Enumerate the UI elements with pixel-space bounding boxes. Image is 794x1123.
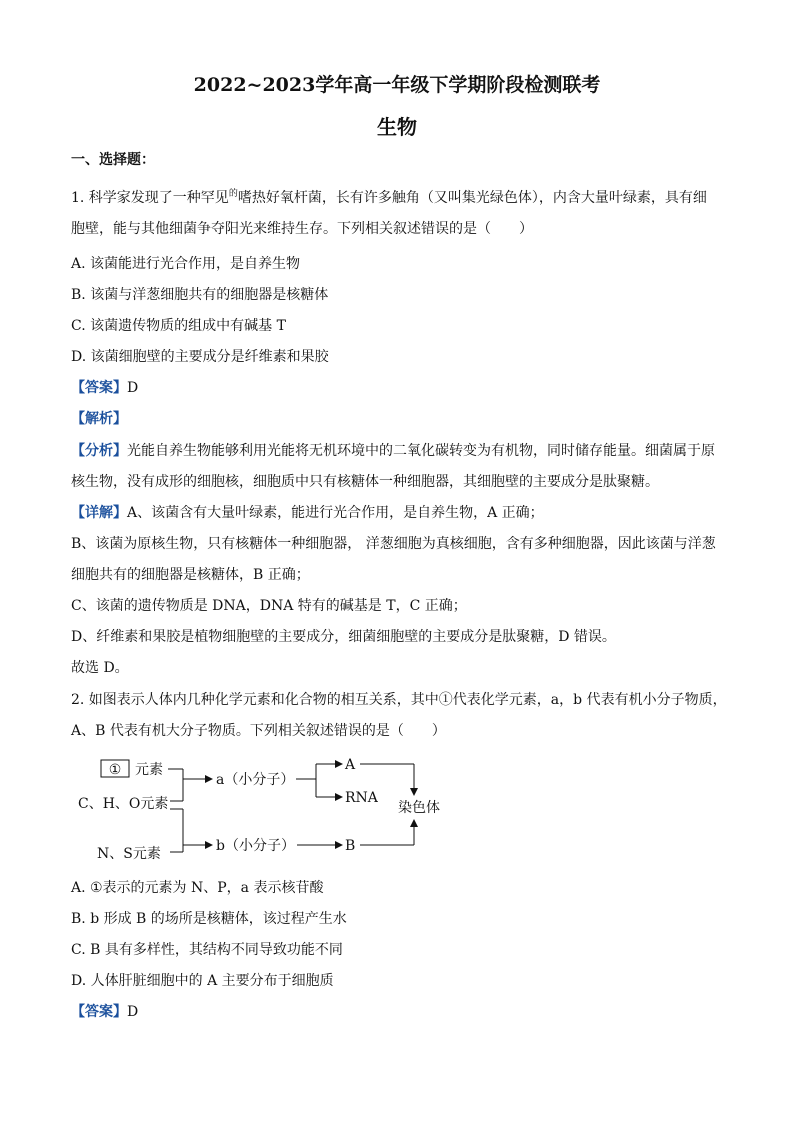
q2-option-b: B. b 形成 B 的场所是核糖体，该过程产生水 <box>71 911 347 927</box>
chno-label: C、H、O元素 <box>78 796 169 812</box>
q2-option-a: A. ①表示的元素为 N、P，a 表示核苷酸 <box>71 880 324 896</box>
q1-stem-superscript: 的 <box>228 189 238 199</box>
node-A: A <box>345 757 356 773</box>
q2-stem-line1: 2. 如图表示人体内几种化学元素和化合物的相互关系，其中①代表化学元素，a，b 代表有机小分子物质， <box>71 692 727 708</box>
q1-stem-text-b: 嗜热好氧杆菌，长有许多触角（又叫集光绿色体），内含大量叶绿素，具有细 <box>237 190 707 206</box>
q1-conclusion: 故选 D。 <box>71 660 129 676</box>
element-box-label: ① <box>108 762 122 778</box>
document-title: 2022~2023学年高一年级下学期阶段检测联考 <box>193 74 601 96</box>
q1-xiangjie-line2: B、该菌为原核生物，只有核糖体一种细胞器， 洋葱细胞为真核细胞，含有多种细胞器，因此该菌与洋葱 <box>71 536 716 552</box>
q1-xiangjie-line3: 细胞共有的细胞器是核糖体，B 正确； <box>71 567 310 583</box>
answer-label: 【答案】 <box>71 1004 127 1020</box>
answer-value: D <box>127 380 139 396</box>
section-heading: 一、选择题： <box>71 152 155 168</box>
b-small-molecule: b（小分子） <box>216 838 295 854</box>
q1-option-d: D. 该菌细胞壁的主要成分是纤维素和果胶 <box>71 349 329 365</box>
q1-xiangjie-line4: C、该菌的遗传物质是 DNA，DNA 特有的碱基是 T，C 正确； <box>71 598 467 614</box>
answer-label: 【答案】 <box>71 380 127 396</box>
xiangjie-label: 【详解】 <box>71 505 127 521</box>
q1-option-a: A. 该菌能进行光合作用，是自养生物 <box>71 256 301 272</box>
element-label: 元素 <box>135 762 163 778</box>
subject-title: 生物 <box>377 115 417 139</box>
answer-value: D <box>127 1004 139 1020</box>
xiangjie-text: A、该菌含有大量叶绿素，能进行光合作用，是自养生物，A 正确； <box>127 505 544 521</box>
q1-fenxi-line2: 核生物，没有成形的细胞核，细胞质中只有核糖体一种细胞器，其细胞壁的主要成分是肽聚糖。 <box>71 474 659 490</box>
a-small-molecule: a（小分子） <box>216 772 295 788</box>
fenxi-label: 【分析】 <box>71 443 127 459</box>
q1-stem-text-a: 1. 科学家发现了一种罕见 <box>71 190 229 206</box>
q2-option-c: C. B 具有多样性，其结构不同导致功能不同 <box>71 942 343 958</box>
q2-option-d: D. 人体肝脏细胞中的 A 主要分布于细胞质 <box>71 973 334 989</box>
q1-xiangjie-line5: D、纤维素和果胶是植物细胞壁的主要成分，细菌细胞壁的主要成分是肽聚糖，D 错误。 <box>71 629 616 645</box>
node-chromosome: 染色体 <box>398 800 440 816</box>
q2-answer <box>71 1002 138 1022</box>
ns-label: N、S元素 <box>97 846 161 862</box>
node-RNA: RNA <box>345 790 378 806</box>
q1-option-b: B. 该菌与洋葱细胞共有的细胞器是核糖体 <box>71 287 329 303</box>
node-B: B <box>345 838 356 854</box>
q2-stem-line2: A、B 代表有机大分子物质。下列相关叙述错误的是（ ） <box>71 723 446 739</box>
q1-option-c: C. 该菌遗传物质的组成中有碱基 T <box>71 318 286 334</box>
q1-stem-line2: 胞壁，能与其他细菌争夺阳光来维持生存。下列相关叙述错误的是（ ） <box>71 221 533 237</box>
q1-analysis-label: 【解析】 <box>71 411 127 427</box>
fenxi-text: 光能自养生物能够利用光能将无机环境中的二氧化碳转变为有机物，同时储存能量。细菌属于原 <box>127 443 715 459</box>
